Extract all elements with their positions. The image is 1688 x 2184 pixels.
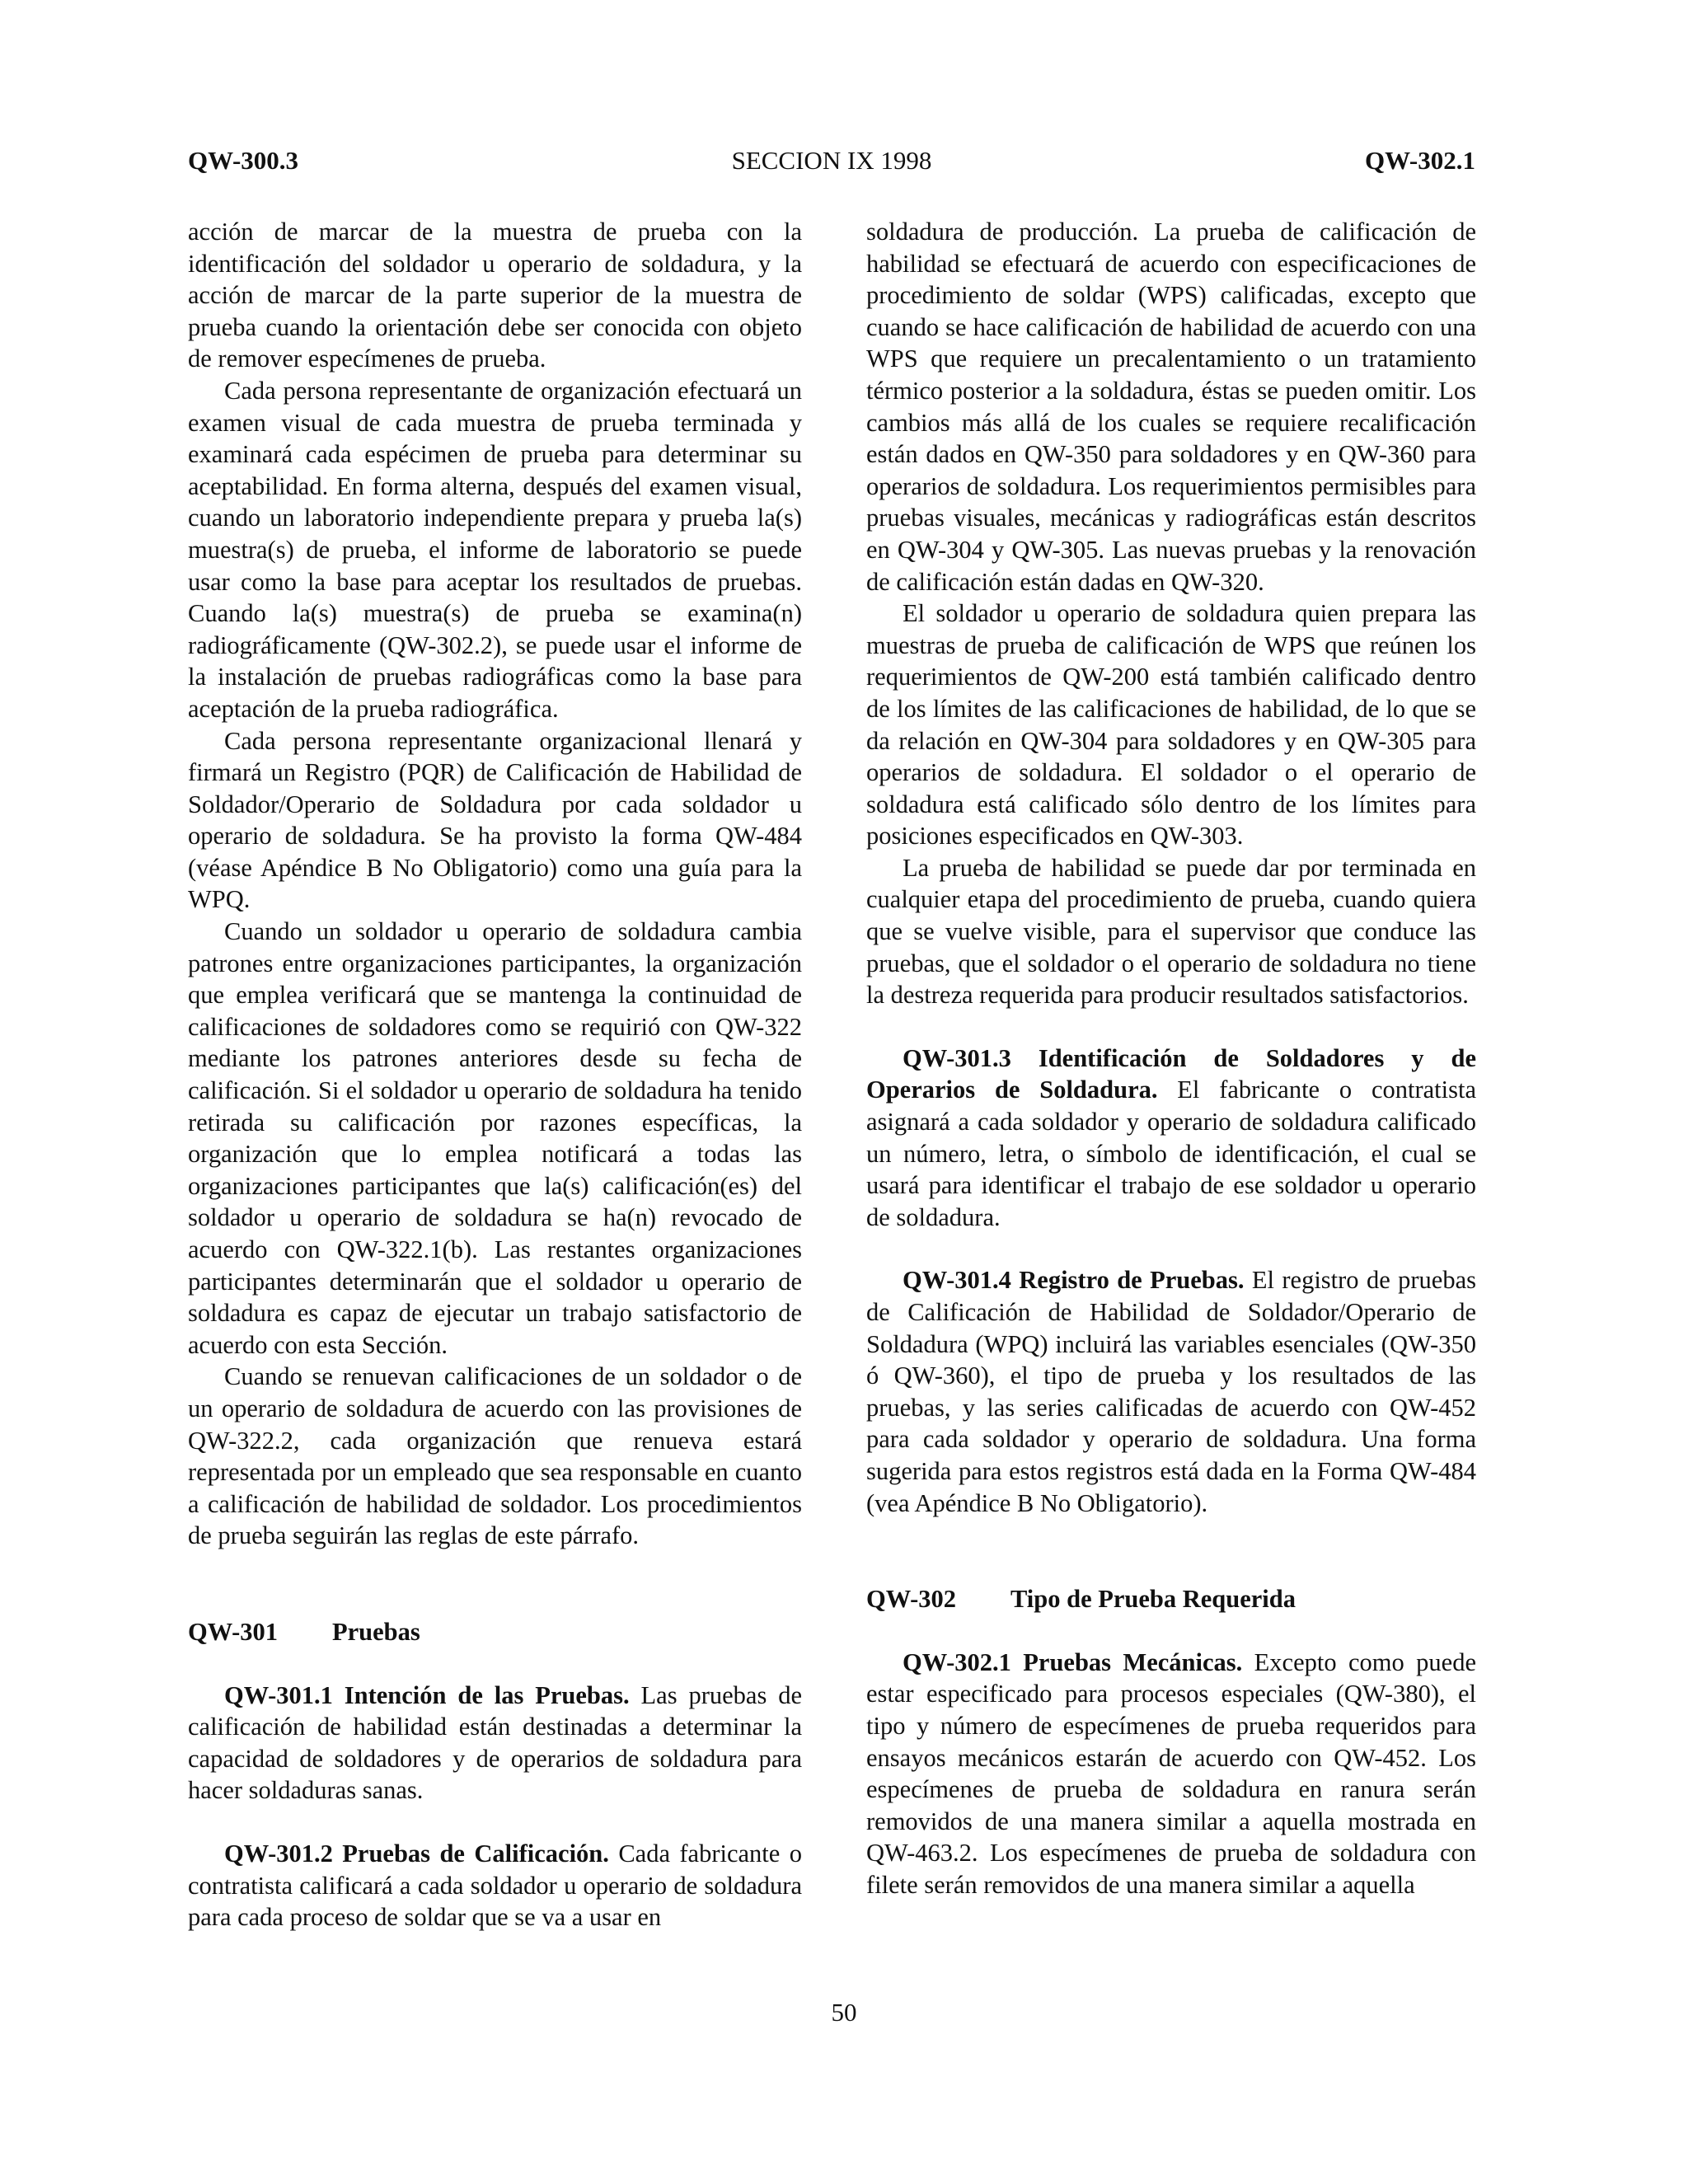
subsection-title: QW-301.1 Intención de las Pruebas. <box>224 1680 630 1709</box>
paragraph: acción de marcar de la muestra de prueba con la identificación del soldador u operario de soldadura, y la acción de marcar de la parte superior de la muestra de prueba cuando la orientación debe ser conocida con objeto de remover especímenes de prueba. <box>188 218 802 373</box>
paragraph: Cada persona representante de organización efectuará un examen visual de cada muestra de prueba terminada y examinará cada espécimen de prueba para determinar su aceptabilidad. En forma alterna, después del examen visual, cuando un laboratorio independiente prepara y prueba la(s) muestra(s) de prueba, el informe de laboratorio se puede usar como la base para aceptar los resultados de pruebas. Cuando la(s) muestra(s) de prueba se examina(n) radiográficamente (QW-302.2), se puede usar el informe de la instalación de pruebas radiográficas como la base para aceptación de la prueba radiográfica. <box>188 376 802 723</box>
page-number: 50 <box>831 1998 857 2027</box>
paragraph: Cuando un soldador u operario de soldadura cambia patrones entre organizaciones participantes, la organización que emplea verificará que se mantenga la continuidad de calificaciones de soldadores como se requirió con QW-322 mediante los patrones anteriores desde su fecha de calificación. Si el soldador u operario de soldadura ha tenido retirada su calificación por razones específicas, la organización que lo emplea notificará a todas las organizaciones participantes que la(s) calificación(es) del soldador u operario de soldadura se ha(n) revocado de acuerdo con QW-322.1(b). Las restantes organizaciones participantes determinarán que el soldador u operario de soldadura es capaz de ejecutar un trabajo satisfactorio de acuerdo con esta Sección. <box>188 917 802 1359</box>
paragraph: Cada persona representante organizacional llenará y firmará un Registro (PQR) de Calificación de Habilidad de Soldador/Operario de Soldadura por cada soldador u operario de soldadura. Se ha provisto la forma QW-484 (véase Apéndice B No Obligatorio) como una guía para la WPQ. <box>188 726 802 914</box>
running-header <box>188 144 1475 185</box>
paragraph: La prueba de habilidad se puede dar por terminada en cualquier etapa del procedimiento de prueba, cuando quiera que se vuelve visible, para el supervisor que conduce las pruebas, que el soldador o el operario de soldadura no tiene la destreza requerida para producir resultados satisfactorios. <box>866 853 1476 1010</box>
subsection-text: El registro de pruebas de Calificación de Habilidad de Soldador/Operario de Soldadura (WPQ) incluirá las variables esenciales (QW-350 ó QW-360), el tipo de prueba y los resultados de las pruebas, y las series calificadas de acuerdo con QW-452 para cada soldador y operario de soldadura. Una forma sugerida para estos registros está dada en la Forma QW-484 (vea Apéndice B No Obligatorio). <box>866 1266 1476 1517</box>
paragraph: Cuando se renuevan calificaciones de un soldador o de un operario de soldadura de acuerdo con las provisiones de QW-322.2, cada organización que renueva estará representada por un empleado que sea responsable en cuanto a calificación de habilidad de soldador. Los procedimientos de prueba seguirán las reglas de este párrafo. <box>188 1362 802 1550</box>
header-left-section: QW-300.3 <box>188 146 299 175</box>
subsection-title: QW-301.2 Pruebas de Calificación. <box>224 1839 609 1868</box>
paragraph: soldadura de producción. La prueba de calificación de habilidad se efectuará de acuerdo con especificaciones de procedimiento de soldar (WPS) calificadas, excepto que cuando se hace calificación de habilidad de acuerdo con una WPS que requiere un precalentamiento o un tratamiento térmico posterior a la soldadura, éstas se pueden omitir. Los cambios más allá de los cuales se requiere recalificación están dados en QW-350 para soldadores y en QW-360 para operarios de soldadura. Los requerimientos permisibles para pruebas visuales, mecánicas y radiográficas están descritos en QW-304 y QW-305. Las nuevas pruebas y la renovación de calificación están dadas en QW-320. <box>866 218 1476 596</box>
section-title: Tipo de Prueba Requerida <box>1010 1585 1296 1614</box>
subsection-paragraph <box>866 1264 1476 1519</box>
section-heading <box>866 1583 1476 1615</box>
left-column <box>188 216 802 1933</box>
subsection-paragraph <box>866 1043 1476 1234</box>
right-column <box>866 216 1476 1901</box>
section-title: Pruebas <box>332 1617 420 1646</box>
section-heading <box>188 1616 802 1648</box>
subsection-text: El fabricante o contratista asignará a cada soldador y operario de soldadura calificado un número, letra, o símbolo de identificación, el cual se usará para identificar el trabajo de ese soldador u operario de soldadura. <box>866 1076 1476 1231</box>
subsection-paragraph <box>866 1647 1476 1901</box>
header-title: SECCION IX 1998 <box>731 146 932 175</box>
subsection-paragraph <box>188 1680 802 1807</box>
section-number: QW-302 <box>866 1585 956 1614</box>
paragraph: El soldador u operario de soldadura quien prepara las muestras de prueba de calificación de WPS que reúnen los requerimientos de QW-200 está también calificado dentro de los límites de las calificaciones de habilidad, de lo que se da relación en QW-304 para soldadores y en QW-305 para operarios de soldadura. El soldador o el operario de soldadura está calificado sólo dentro de los límites para posiciones especificados en QW-303. <box>866 599 1476 851</box>
subsection-paragraph <box>188 1838 802 1933</box>
header-right-section: QW-302.1 <box>1364 146 1475 175</box>
subsection-text: Las pruebas de calificación de habilidad están destinadas a determinar la capacidad de soldadores y de operarios de soldadura para hacer soldaduras sanas. <box>188 1680 802 1805</box>
subsection-text: Excepto como puede estar especificado para procesos especiales (QW-380), el tipo y número de especímenes de prueba requeridos para ensayos mecánicos estarán de acuerdo con QW-452. Los especímenes de prueba de soldadura en ranura serán removidos de una manera similar a aquella mostrada en QW-463.2. Los especímenes de prueba de soldadura con filete serán removidos de una manera similar a aquella <box>866 1647 1476 1899</box>
subsection-title: QW-302.1 Pruebas Mecánicas. <box>903 1647 1243 1676</box>
subsection-title: QW-301.4 Registro de Pruebas. <box>903 1266 1245 1295</box>
section-number: QW-301 <box>188 1617 278 1646</box>
subsection-title: QW-301.3 Identificación de Soldadores y de Operarios de Soldadura. <box>866 1043 1476 1104</box>
subsection-text: Cada fabricante o contratista calificará a cada soldador u operario de soldadura para cada proceso de soldar que se va a usar en <box>188 1839 802 1932</box>
